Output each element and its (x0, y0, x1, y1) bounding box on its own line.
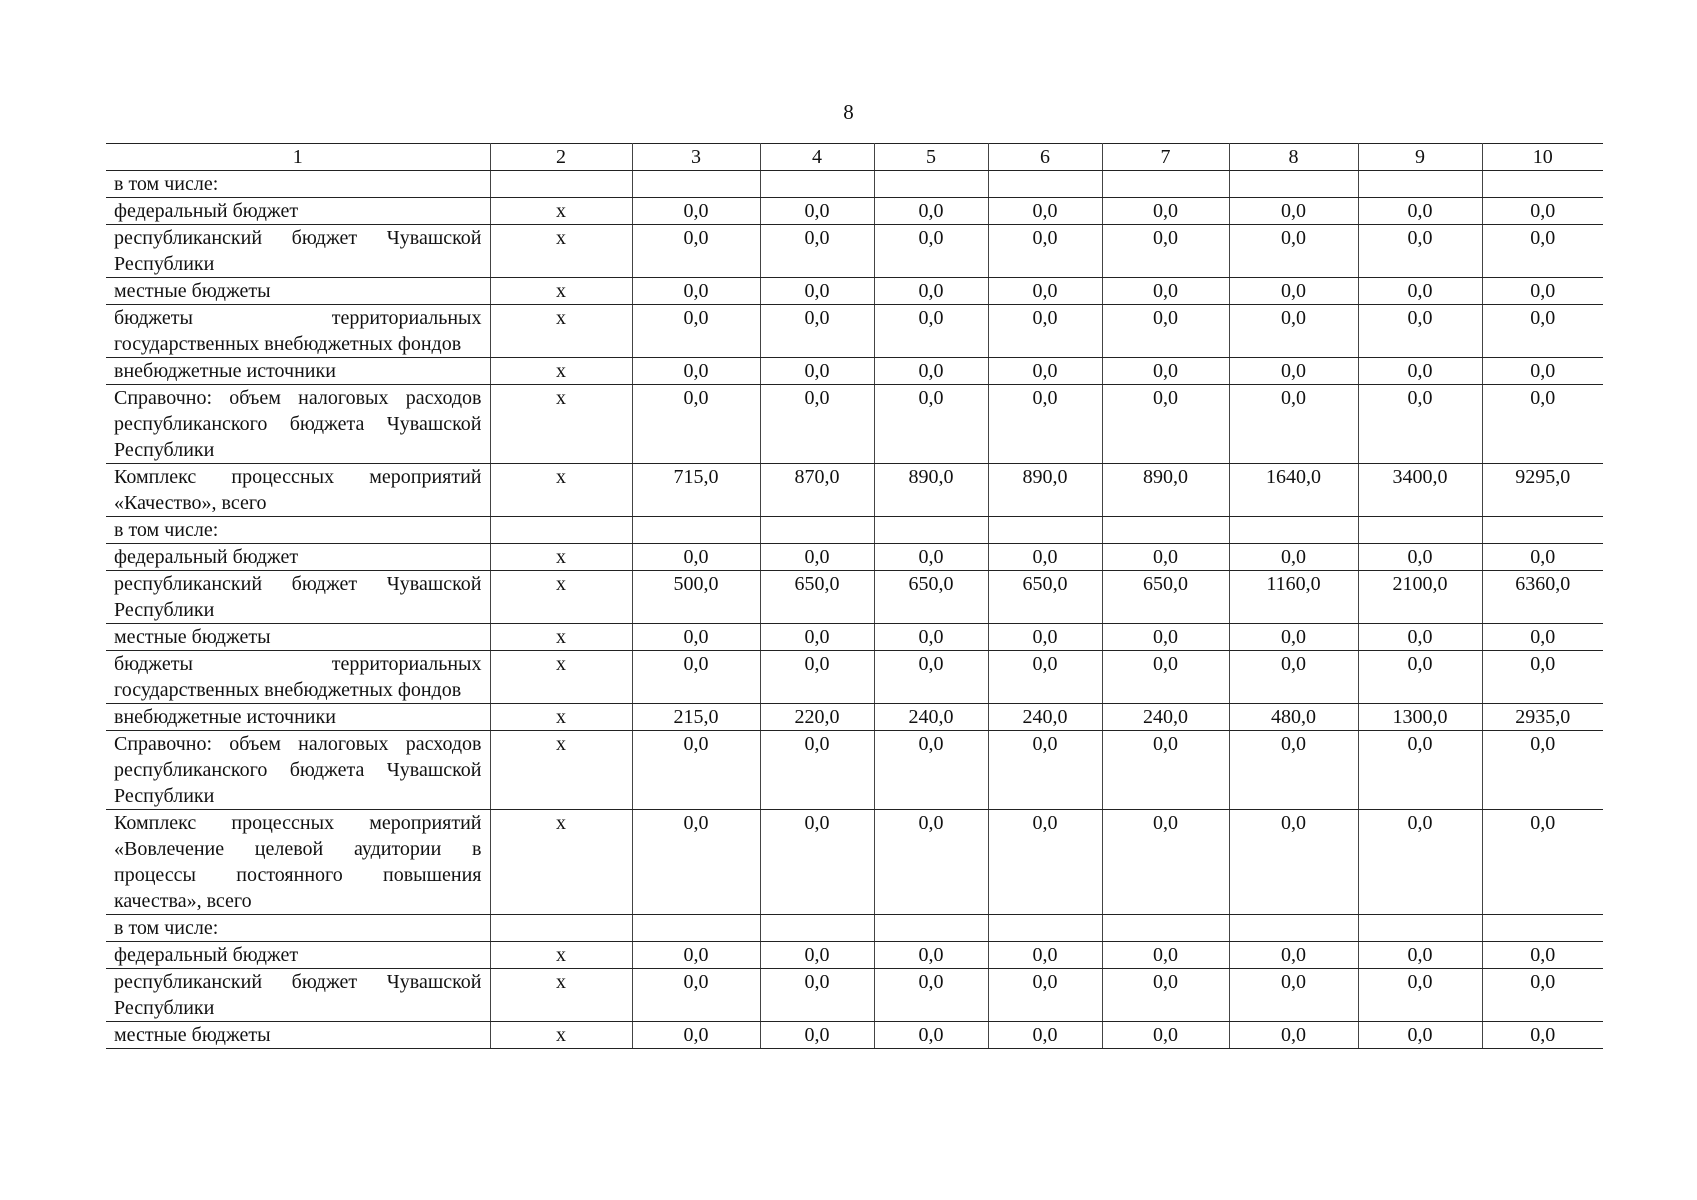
row-value: 0,0 (1482, 624, 1603, 651)
row-value: 0,0 (632, 198, 760, 225)
row-label: в том числе: (106, 171, 490, 198)
row-value: 650,0 (988, 571, 1102, 624)
row-value: 0,0 (632, 810, 760, 915)
row-value: 0,0 (1229, 278, 1358, 305)
budget-table (106, 143, 1603, 1049)
row-value (1102, 171, 1229, 198)
row-value: 0,0 (1358, 810, 1482, 915)
row-value: 0,0 (632, 278, 760, 305)
row-value: 0,0 (760, 810, 874, 915)
row-value: 0,0 (1358, 651, 1482, 704)
table-row (106, 1022, 1603, 1049)
row-value: 890,0 (988, 464, 1102, 517)
row-label: бюджеты территориальных государственных внебюджетных фондов (106, 651, 490, 704)
row-code: x (490, 651, 632, 704)
row-value: 0,0 (988, 198, 1102, 225)
row-value: 1640,0 (1229, 464, 1358, 517)
row-value: 0,0 (1229, 225, 1358, 278)
row-value: 0,0 (1482, 198, 1603, 225)
column-header: 5 (874, 144, 988, 171)
row-code: x (490, 544, 632, 571)
table-row (106, 969, 1603, 1022)
row-value: 0,0 (1229, 1022, 1358, 1049)
row-code: x (490, 969, 632, 1022)
row-value: 240,0 (874, 704, 988, 731)
row-value: 0,0 (874, 198, 988, 225)
table-row (106, 358, 1603, 385)
row-value: 0,0 (632, 544, 760, 571)
row-value: 0,0 (760, 385, 874, 464)
row-value: 240,0 (988, 704, 1102, 731)
row-value (988, 915, 1102, 942)
row-value: 0,0 (760, 942, 874, 969)
table-row (106, 651, 1603, 704)
table-body (106, 171, 1603, 1049)
row-label: федеральный бюджет (106, 544, 490, 571)
row-value: 0,0 (1229, 651, 1358, 704)
row-value: 9295,0 (1482, 464, 1603, 517)
row-value: 0,0 (632, 731, 760, 810)
row-label: местные бюджеты (106, 624, 490, 651)
column-header: 4 (760, 144, 874, 171)
row-value: 0,0 (988, 624, 1102, 651)
row-value: 0,0 (1102, 1022, 1229, 1049)
row-value (1229, 915, 1358, 942)
page-number: 8 (843, 100, 854, 124)
row-value: 1300,0 (1358, 704, 1482, 731)
row-value: 0,0 (1358, 624, 1482, 651)
row-code: x (490, 198, 632, 225)
row-label: республиканский бюджет Чувашской Республики (106, 571, 490, 624)
row-value: 0,0 (1102, 810, 1229, 915)
row-value: 0,0 (1229, 385, 1358, 464)
row-value: 0,0 (1482, 651, 1603, 704)
row-value: 0,0 (988, 225, 1102, 278)
column-header: 6 (988, 144, 1102, 171)
row-label: Справочно: объем налоговых расходов республиканского бюджета Чувашской Республики (106, 385, 490, 464)
row-value: 0,0 (632, 225, 760, 278)
row-value: 0,0 (760, 225, 874, 278)
row-value: 0,0 (632, 385, 760, 464)
row-value (988, 171, 1102, 198)
row-value (1482, 517, 1603, 544)
table-row (106, 278, 1603, 305)
row-value: 480,0 (1229, 704, 1358, 731)
row-value: 0,0 (1102, 651, 1229, 704)
row-value: 0,0 (874, 731, 988, 810)
row-value: 0,0 (988, 810, 1102, 915)
row-label: внебюджетные источники (106, 358, 490, 385)
row-label: местные бюджеты (106, 278, 490, 305)
row-value: 0,0 (1229, 942, 1358, 969)
row-value: 0,0 (1229, 731, 1358, 810)
row-value: 0,0 (1482, 544, 1603, 571)
row-label: местные бюджеты (106, 1022, 490, 1049)
row-value: 0,0 (1229, 969, 1358, 1022)
row-value: 0,0 (874, 624, 988, 651)
row-value: 0,0 (1482, 305, 1603, 358)
row-value: 0,0 (1229, 810, 1358, 915)
row-value (1102, 517, 1229, 544)
row-value: 0,0 (874, 651, 988, 704)
row-value: 890,0 (874, 464, 988, 517)
row-value: 0,0 (874, 225, 988, 278)
row-value: 0,0 (760, 1022, 874, 1049)
row-value: 0,0 (1358, 198, 1482, 225)
row-value: 0,0 (988, 385, 1102, 464)
row-value: 3400,0 (1358, 464, 1482, 517)
row-code (490, 915, 632, 942)
row-value: 0,0 (1358, 385, 1482, 464)
row-code: x (490, 225, 632, 278)
row-value: 0,0 (874, 1022, 988, 1049)
row-value: 0,0 (760, 544, 874, 571)
row-value: 2935,0 (1482, 704, 1603, 731)
row-value: 0,0 (760, 969, 874, 1022)
row-value: 0,0 (874, 544, 988, 571)
row-value: 0,0 (988, 942, 1102, 969)
column-header: 8 (1229, 144, 1358, 171)
row-value: 0,0 (1229, 198, 1358, 225)
table-row (106, 464, 1603, 517)
table-row (106, 915, 1603, 942)
row-value: 0,0 (632, 358, 760, 385)
row-value (632, 915, 760, 942)
row-value: 650,0 (760, 571, 874, 624)
row-value: 0,0 (632, 942, 760, 969)
table-row (106, 544, 1603, 571)
table-row (106, 305, 1603, 358)
row-value (1229, 171, 1358, 198)
row-value: 2100,0 (1358, 571, 1482, 624)
row-code: x (490, 1022, 632, 1049)
row-value: 6360,0 (1482, 571, 1603, 624)
row-label: в том числе: (106, 915, 490, 942)
row-value: 0,0 (1482, 385, 1603, 464)
row-value: 0,0 (988, 358, 1102, 385)
row-value: 0,0 (1482, 731, 1603, 810)
row-value (632, 517, 760, 544)
row-value: 715,0 (632, 464, 760, 517)
row-value: 0,0 (760, 278, 874, 305)
row-value: 0,0 (1102, 544, 1229, 571)
row-value: 0,0 (1358, 942, 1482, 969)
column-header: 10 (1482, 144, 1603, 171)
table-row (106, 810, 1603, 915)
row-value: 0,0 (1358, 544, 1482, 571)
row-value: 0,0 (632, 651, 760, 704)
row-value: 0,0 (1358, 305, 1482, 358)
table-row (106, 198, 1603, 225)
row-value: 220,0 (760, 704, 874, 731)
column-header: 2 (490, 144, 632, 171)
row-value: 0,0 (1102, 225, 1229, 278)
row-code: x (490, 305, 632, 358)
row-value: 0,0 (760, 731, 874, 810)
row-value (874, 171, 988, 198)
row-value: 0,0 (760, 305, 874, 358)
row-value: 0,0 (1102, 942, 1229, 969)
row-value (1102, 915, 1229, 942)
row-value: 0,0 (1482, 358, 1603, 385)
row-value (760, 171, 874, 198)
row-value: 0,0 (874, 810, 988, 915)
row-code: x (490, 464, 632, 517)
row-value: 0,0 (1482, 1022, 1603, 1049)
row-value: 0,0 (1482, 810, 1603, 915)
row-value (988, 517, 1102, 544)
row-value: 1160,0 (1229, 571, 1358, 624)
row-value: 0,0 (1102, 198, 1229, 225)
row-value: 0,0 (988, 278, 1102, 305)
row-value: 0,0 (1229, 305, 1358, 358)
row-value (632, 171, 760, 198)
row-value: 0,0 (1358, 969, 1482, 1022)
row-label: Комплекс процессных мероприятий «Вовлечение целевой аудитории в процессы постоянного повышения качества», всего (106, 810, 490, 915)
column-header: 3 (632, 144, 760, 171)
row-value: 0,0 (760, 651, 874, 704)
row-code: x (490, 731, 632, 810)
row-value: 0,0 (1358, 225, 1482, 278)
row-value: 0,0 (1358, 1022, 1482, 1049)
row-value: 0,0 (1102, 278, 1229, 305)
row-value (1229, 517, 1358, 544)
row-label: республиканский бюджет Чувашской Республики (106, 969, 490, 1022)
row-code: x (490, 385, 632, 464)
row-value: 0,0 (1482, 225, 1603, 278)
row-value (760, 915, 874, 942)
row-value (760, 517, 874, 544)
row-value: 0,0 (874, 358, 988, 385)
row-value: 0,0 (632, 1022, 760, 1049)
row-value (1358, 915, 1482, 942)
row-code: x (490, 810, 632, 915)
row-value: 0,0 (1358, 278, 1482, 305)
row-value: 0,0 (632, 624, 760, 651)
table-row (106, 571, 1603, 624)
row-label: республиканский бюджет Чувашской Республики (106, 225, 490, 278)
row-value: 0,0 (760, 358, 874, 385)
row-code: x (490, 358, 632, 385)
row-value: 0,0 (874, 305, 988, 358)
row-value: 215,0 (632, 704, 760, 731)
table-row (106, 731, 1603, 810)
row-label: Комплекс процессных мероприятий «Качество», всего (106, 464, 490, 517)
table-row (106, 225, 1603, 278)
row-value: 0,0 (988, 969, 1102, 1022)
row-label: бюджеты территориальных государственных внебюджетных фондов (106, 305, 490, 358)
row-label: федеральный бюджет (106, 942, 490, 969)
row-value: 0,0 (632, 305, 760, 358)
row-value: 0,0 (874, 278, 988, 305)
row-value: 0,0 (1229, 624, 1358, 651)
table-row (106, 942, 1603, 969)
row-value: 0,0 (1482, 969, 1603, 1022)
row-code: x (490, 571, 632, 624)
row-value (874, 517, 988, 544)
row-value: 650,0 (874, 571, 988, 624)
row-value: 0,0 (988, 651, 1102, 704)
row-value: 500,0 (632, 571, 760, 624)
row-value: 0,0 (874, 942, 988, 969)
row-code: x (490, 278, 632, 305)
table-row (106, 624, 1603, 651)
row-value (1482, 915, 1603, 942)
table-row (106, 385, 1603, 464)
row-label: федеральный бюджет (106, 198, 490, 225)
column-header: 7 (1102, 144, 1229, 171)
column-header: 9 (1358, 144, 1482, 171)
row-value: 0,0 (1229, 544, 1358, 571)
row-code: x (490, 704, 632, 731)
column-number-row (106, 144, 1603, 171)
column-header: 1 (106, 144, 490, 171)
row-value: 0,0 (1482, 278, 1603, 305)
row-value: 0,0 (760, 624, 874, 651)
row-value: 0,0 (760, 198, 874, 225)
row-value (874, 915, 988, 942)
row-value: 0,0 (874, 969, 988, 1022)
row-label: в том числе: (106, 517, 490, 544)
table-row (106, 171, 1603, 198)
row-value (1358, 517, 1482, 544)
row-value (1482, 171, 1603, 198)
row-value: 650,0 (1102, 571, 1229, 624)
row-value: 0,0 (632, 969, 760, 1022)
row-code (490, 517, 632, 544)
row-value: 0,0 (988, 544, 1102, 571)
row-value (1358, 171, 1482, 198)
row-value: 0,0 (1358, 358, 1482, 385)
row-value: 0,0 (874, 385, 988, 464)
row-value: 0,0 (1102, 969, 1229, 1022)
table-row (106, 704, 1603, 731)
row-code: x (490, 942, 632, 969)
row-value: 240,0 (1102, 704, 1229, 731)
row-value: 0,0 (1482, 942, 1603, 969)
row-value: 0,0 (988, 1022, 1102, 1049)
row-value: 890,0 (1102, 464, 1229, 517)
table-row (106, 517, 1603, 544)
row-value: 0,0 (1229, 358, 1358, 385)
row-code (490, 171, 632, 198)
row-value: 0,0 (1102, 358, 1229, 385)
row-code: x (490, 624, 632, 651)
row-value: 870,0 (760, 464, 874, 517)
row-value: 0,0 (1102, 624, 1229, 651)
row-value: 0,0 (1102, 305, 1229, 358)
row-label: Справочно: объем налоговых расходов республиканского бюджета Чувашской Республики (106, 731, 490, 810)
row-value: 0,0 (988, 731, 1102, 810)
row-value: 0,0 (1358, 731, 1482, 810)
row-value: 0,0 (988, 305, 1102, 358)
row-label: внебюджетные источники (106, 704, 490, 731)
row-value: 0,0 (1102, 731, 1229, 810)
row-value: 0,0 (1102, 385, 1229, 464)
